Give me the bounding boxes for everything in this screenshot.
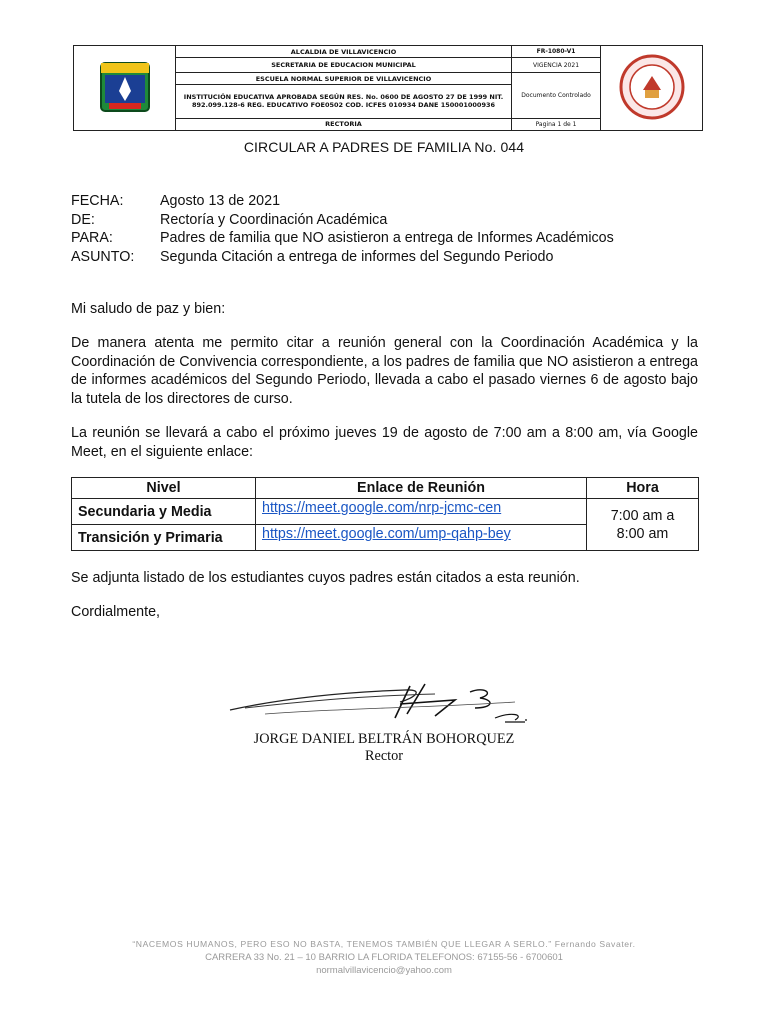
meeting-link[interactable]: https://meet.google.com/nrp-jcmc-cen bbox=[256, 499, 587, 525]
signatory-name: JORGE DANIEL BELTRÁN BOHORQUEZ bbox=[253, 731, 515, 747]
level-cell: Transición y Primaria bbox=[72, 525, 256, 551]
field-fecha bbox=[71, 192, 614, 211]
meeting-link[interactable]: https://meet.google.com/ump-qahp-bey bbox=[256, 525, 587, 551]
field-value: Rectoría y Coordinación Académica bbox=[160, 211, 388, 228]
field-de bbox=[71, 211, 614, 230]
circular-fields bbox=[71, 192, 614, 266]
field-label: DE: bbox=[71, 211, 95, 228]
table-row bbox=[72, 499, 699, 525]
school-seal-icon bbox=[601, 46, 703, 131]
signature-block bbox=[0, 731, 768, 765]
attachment-note: Se adjunta listado de los estudiantes cuyos padres están citados a esta reunión. bbox=[71, 570, 580, 586]
signatory-role: Rector bbox=[364, 748, 404, 764]
greeting: Mi saludo de paz y bien: bbox=[71, 301, 226, 317]
field-label: PARA: bbox=[71, 230, 113, 246]
doc-vigencia: VIGENCIA 2021 bbox=[512, 58, 601, 73]
hour-end: 8:00 am bbox=[616, 525, 669, 542]
header-row-rectoria: RECTORIA bbox=[176, 118, 512, 130]
field-value: Segunda Citación a entrega de informes del Segundo Periodo bbox=[160, 248, 554, 265]
body-paragraph-2: La reunión se llevará a cabo el próximo jueves 19 de agosto de 7:00 am a 8:00 am, vía Google Meet, en el siguiente enlace: bbox=[71, 425, 698, 460]
circular-title: CIRCULAR A PADRES DE FAMILIA No. 044 bbox=[243, 139, 525, 155]
body-paragraph-1: De manera atenta me permito citar a reunión general con la Coordinación Académica y la Coordinación de Convivencia correspondiente, a los padres de familia que NO asistieron a entrega de informes académicos del Segundo Periodo, llevada a cabo el pasado viernes 6 de agosto bajo la tutela de los directores de curso. bbox=[71, 335, 698, 407]
column-header-nivel: Nivel bbox=[72, 478, 256, 499]
field-value: Agosto 13 de 2021 bbox=[160, 193, 281, 209]
header-row-secretaria: SECRETARIA DE EDUCACION MUNICIPAL bbox=[176, 58, 512, 73]
footer-quote: “NACEMOS HUMANOS, PERO ESO NO BASTA, TENEMOS TAMBIÉN QUE LLEGAR A SERLO.” Fernando Savater. bbox=[132, 939, 636, 949]
footer-email[interactable]: normalvillavicencio@yahoo.com bbox=[316, 965, 452, 976]
field-asunto bbox=[71, 248, 614, 267]
column-header-enlace: Enlace de Reunión bbox=[256, 478, 587, 499]
field-label: FECHA: bbox=[71, 193, 124, 209]
field-para bbox=[71, 229, 614, 248]
field-label: ASUNTO: bbox=[71, 248, 135, 265]
level-cell: Secundaria y Media bbox=[72, 499, 256, 525]
doc-code: FR-1080-V1 bbox=[512, 46, 601, 58]
header-row-alcaldia: ALCALDIA DE VILLAVICENCIO bbox=[176, 46, 512, 58]
hour-start: 7:00 am a bbox=[610, 507, 675, 524]
footer-address: CARRERA 33 No. 21 – 10 BARRIO LA FLORIDA TELEFONOS: 67155-56 - 6700601 bbox=[205, 952, 563, 963]
document-header-table bbox=[73, 45, 703, 131]
signature-image bbox=[225, 678, 545, 730]
doc-page: Pagina 1 de 1 bbox=[512, 118, 601, 130]
closing: Cordialmente, bbox=[71, 604, 160, 620]
municipal-shield-icon bbox=[74, 46, 176, 131]
hour-cell bbox=[587, 499, 699, 551]
header-row-institucion: INSTITUCIÓN EDUCATIVA APROBADA SEGÚN RES. No. 0600 DE AGOSTO 27 DE 1999 NIT. 892.099.128-6 REG. EDUCATIVO FOE0502 COD. ICFES 010934 DANE 150001000936 bbox=[176, 85, 512, 118]
field-value: Padres de familia que NO asistieron a entrega de Informes Académicos bbox=[160, 230, 614, 246]
header-row-escuela: ESCUELA NORMAL SUPERIOR DE VILLAVICENCIO bbox=[176, 72, 512, 84]
column-header-hora: Hora bbox=[587, 478, 699, 499]
page-footer bbox=[0, 938, 768, 977]
meeting-table bbox=[71, 477, 699, 551]
doc-controlado: Documento Controlado bbox=[512, 72, 601, 118]
